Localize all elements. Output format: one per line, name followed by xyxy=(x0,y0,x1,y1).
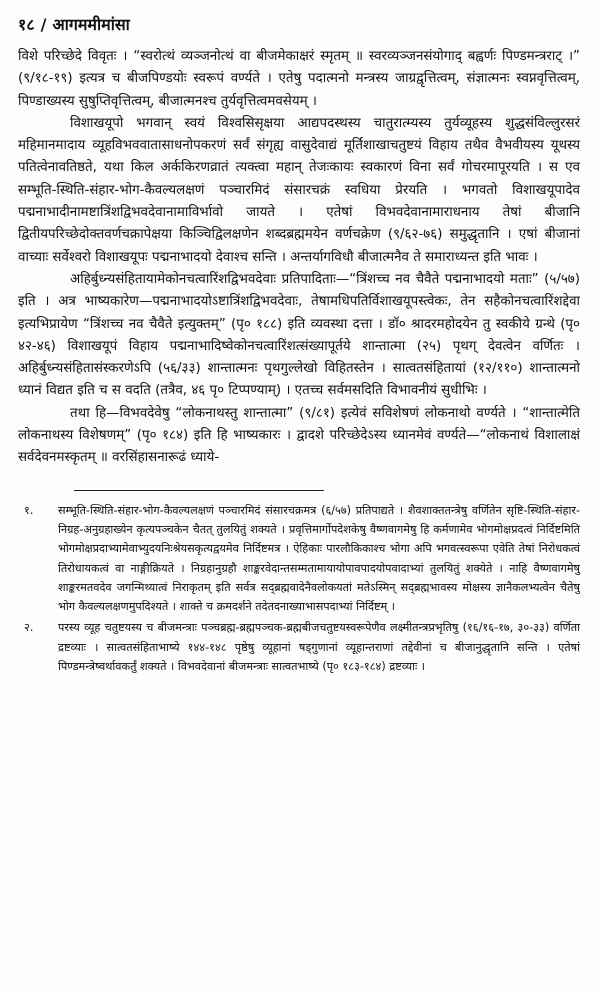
page-number: १८ xyxy=(18,15,35,34)
header-separator: / xyxy=(40,15,47,34)
paragraph: तथा हि—विभवदेवेषु “लोकनाथस्तु शान्तात्मा” (९/८१) इत्येवं सविशेषणं लोकनाथो वर्ण्यते । “शान्तात्मेति लोकनाथस्य विशेषणम्” (पृ० १८४) इति हि भाष्यकारः । द्वादशे परिच्छेदेऽस्य ध्यानमेवं वर्ण्यते—“लोकनाथं विशालाक्षं सर्वदेवनमस्कृतम् ॥ वरसिंहासनारूढं ध्याये- xyxy=(18,405,580,466)
main-text xyxy=(18,46,580,470)
paragraph: विशाखयूपो भगवान् स्वयं विश्वसिसृक्षया आद्यपदस्थस्य चातुरात्म्यस्य तुर्यव्यूहस्य शुद्धसंविल्लुरसरं महिमानमादाय व्यूहविभववातासाधनोपकरणं सर्वं संगृह्य वासुदेवाद्यं मूर्तिशाखाचतुष्टयं विहाय तथैव वैभवीयस्य यूथस्य पतित्वेनावतिष्ठते, यथा किल अर्ककिरणव्रातं त्यक्त्वा महान् तेजःकायः स्वकारणं विना सर्वं गोचरमापूरयति । स एव सम्भूति-स्थिति-संहार-भोग-कैवल्यलक्षणं पञ्चारमिदं संसारचक्रं स्वधिया प्रेरयति । भगवतो विशाखयूपादेव पद्मनाभादीनामष्टात्रिंशद्विभवदेवानामाविर्भावो जायते । एतेषां विभवदेवानामाराधनाय तेषां बीजानि द्वितीयपरिच्छेदोक्तवर्णचक्रापेक्षया किञ्चिद्विलक्षणेन शब्दब्रह्ममयेन वर्णचक्रेण (९/६२-७६) समुद्धृतानि । एषां बीजानां वाच्याः सर्वेश्वरो विशाखयूपः पद्मनाभादयो देवाश्च सन्ति । अन्तर्यागविधौ बीजात्मनैव ते समाराध्यन्त इति भावः । xyxy=(18,115,580,265)
footnote-number: २. xyxy=(24,621,34,635)
footnote-divider xyxy=(74,490,324,491)
paragraph: अहिर्बुध्न्यसंहितायामेकोनचत्वारिंशद्विभवदेवाः प्रतिपादिताः—“त्रिंशच्च नव चैवैते पद्मनाभादयो मताः” (५/५७) इति । अत्र भाष्यकारेण—पद्मनाभादयोऽष्टात्रिंशद्विभवदेवाः, तेषामधिपतिर्विशाखयूपस्त्वेकः, तेन सहैकोनचत्वारिंशद्देवा इत्यभिप्रायेण “त्रिंशच्च नव चैवैते इत्युक्तम्” (पृ० १८८) इति व्यवस्था दत्ता । डॉ० श्रादरमहोदयेन तु स्वकीये ग्रन्थे (पृ० ४२-४६) विशाखयूपं विहाय पद्मनाभादिष्वेकोनचत्वारिंशत्संख्यापूर्तये शान्तात्मा (२५) पृथग् देवत्वेन वर्णितः । अहिर्बुध्न्यसंहितासंस्करणेऽपि (५६/३३) शान्तात्मनः पृथगुल्लेखो विहितस्तेन । सात्वतसंहितायां (१२/११०) शान्तात्मनो ध्यानं विद्यत इति च स वदति (तत्रैव, ४६ पृ० टिप्पण्याम्) । एतच्च सर्वमसदिति विभावनीयं सुधीभिः । xyxy=(18,271,580,399)
footnote-text: सम्भूति-स्थिति-संहार-भोग-कैवल्यलक्षणं पञ्चारमिदं संसारचक्रमत्र (६/५७) प्रतिपाद्यते । शैवशाक्ततन्त्रेषु वर्णितेन सृष्टि-स्थिति-संहार-निग्रह-अनुग्रहाख्येन कृत्यपञ्चकेन चैतत् तुलयितुं शक्यते । प्रवृत्तिमार्गोपदेशकेषु वैष्णवागमेषु हि कर्मणामेव भोगमोक्षप्रदत्वं निर्दिष्टमिति भोगमोक्षप्रदाभ्यामेवाभ्युदयनिःश्रेयसकृत्यद्वयमेव निर्दिष्टमत्र । ऐहिकाः पारलौकिकाश्च भोगा अपि भगवत्स्वरूपा एवेति तेषां निरोधकत्वं तिरोधायकत्वं वा नाङ्गीक्रियते । निग्रहानुग्रहौ शाङ्करवेदान्तसम्मतामायायोपावपादयोपवादाभ्यां तुलयितुं शक्येते । नाहि वैष्णवागमेषु शाङ्करमतवदेव जगन्मिथ्यात्वं निराकृतम् इति सर्वत्र सद्ब्रह्मवादेनैवलोकयतां मतेऽस्मिन् सद्ब्रह्मभावस्य मोक्षस्य ज्ञानैकलभ्यत्वेन चैतेषु भोग कैवल्यलक्षणमुपदिश्यते । शाक्ते च क्रमदर्शने तदेतदनाख्याभासपदाभ्यां निर्दिष्टम् । xyxy=(58,503,580,614)
running-header xyxy=(18,14,580,36)
paragraph: विशे परिच्छेदे विवृतः । “स्वरोत्थं व्यञ्जनोत्थं वा बीजमेकाक्षरं स्मृतम् ॥ स्वरव्यञ्जनसंयोगाद् बह्वर्णः पिण्डमन्त्रराट् ।” (९/१८-१९) इत्यत्र च बीजपिण्डयोः स्वरूपं वर्ण्यते । एतेषु पदात्मनो मन्त्रस्य जाग्रद्वृत्तित्वम्, संज्ञात्मनः स्वप्नवृत्तित्वम्, पिण्डाख्यस्य सुषुप्तिवृत्तित्वम्, बीजात्मनश्च तुर्यवृत्तित्वमवसेयम् । xyxy=(18,49,580,109)
footnotes xyxy=(18,501,580,677)
footnote xyxy=(18,501,580,617)
running-title: आगममीमांसा xyxy=(52,15,130,34)
footnote-text: परस्य व्यूह चतुष्टयस्य च बीजमन्त्राः पञ्चब्रह्म-ब्रह्मपञ्चक-ब्रह्मबीजचतुष्टयस्वरूपेणैव लक्ष्मीतन्त्रप्रभृतिषु (१६/१६-१७, ३०-३३) वर्णिता द्रष्टव्याः । सात्वतसंहिताभाष्ये १४४-१४८ पृष्ठेषु व्यूहानां षड्गुणानां व्यूहान्तराणां तद्देवीनां च बीजानुद्धृतानि सन्ति । एतेषां पिण्डमन्त्रेष्वर्थावकर्तुं शक्यते । विभवदेवानां बीजमन्त्राः सात्वतभाष्ये (पृ० १८३-१८४) द्रष्टव्याः । xyxy=(58,621,580,674)
footnote-number: १. xyxy=(24,503,34,517)
footnote xyxy=(18,618,580,676)
